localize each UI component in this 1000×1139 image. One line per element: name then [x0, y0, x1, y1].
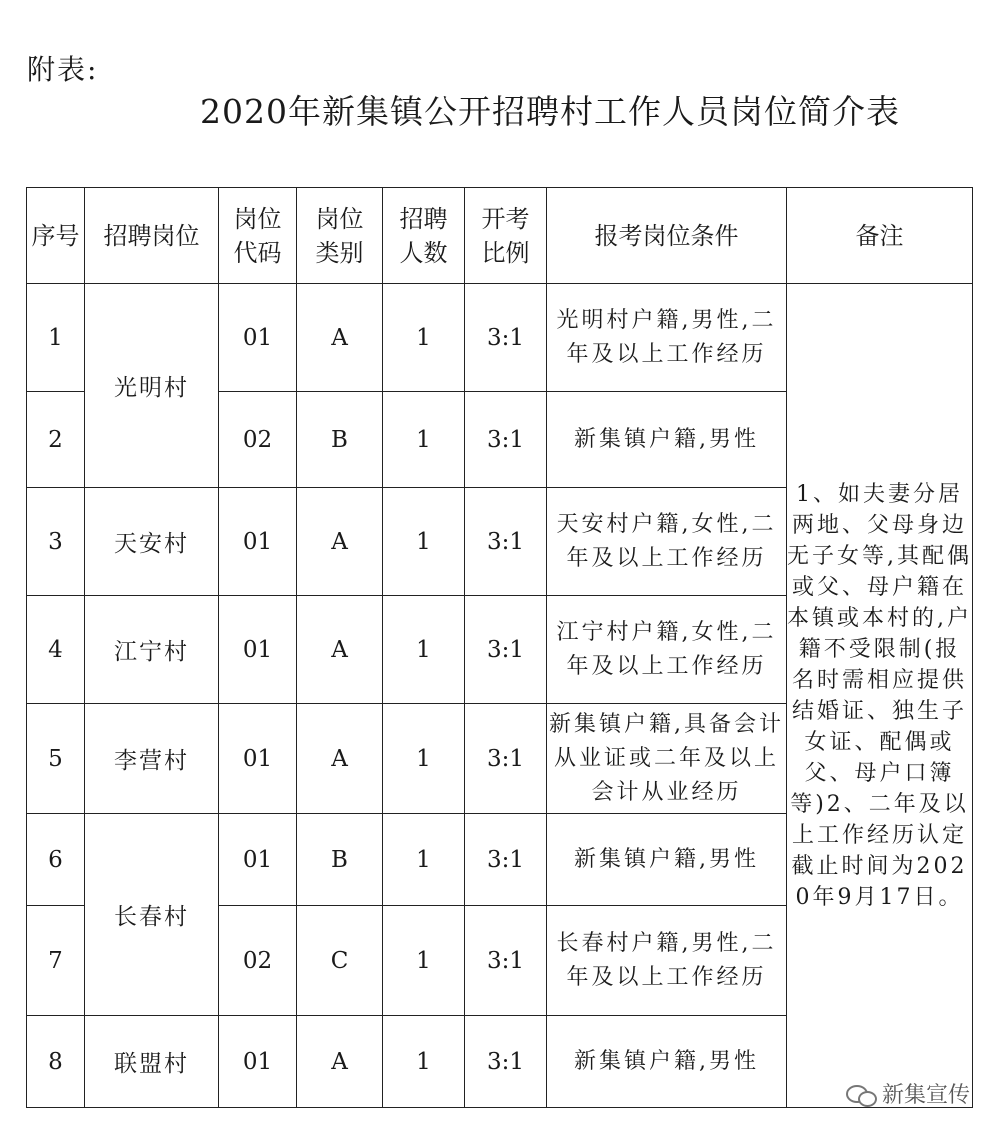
positions-table [26, 187, 973, 1108]
row-no: 4 [27, 596, 85, 704]
row-condition: 光明村户籍,男性,二年及以上工作经历 [547, 284, 787, 392]
col-header-code: 岗位代码 [219, 188, 297, 284]
attachment-label: 附表: [27, 53, 99, 86]
row-count: 1 [383, 284, 465, 392]
row-ratio: 3:1 [465, 814, 547, 906]
row-condition: 长春村户籍,男性,二年及以上工作经历 [547, 906, 787, 1016]
row-count: 1 [383, 488, 465, 596]
row-code: 01 [219, 596, 297, 704]
row-condition: 新集镇户籍,具备会计从业证或二年及以上会计从业经历 [547, 704, 787, 814]
row-ratio: 3:1 [465, 284, 547, 392]
watermark-text: 新集宣传 [881, 1083, 970, 1108]
col-header-category: 岗位类别 [297, 188, 383, 284]
row-condition: 新集镇户籍,男性 [547, 814, 787, 906]
row-count: 1 [383, 1016, 465, 1108]
row-ratio: 3:1 [465, 596, 547, 704]
row-ratio: 3:1 [465, 488, 547, 596]
row-condition: 江宁村户籍,女性,二年及以上工作经历 [547, 596, 787, 704]
col-header-remark: 备注 [787, 188, 973, 284]
row-category: A [297, 1016, 383, 1108]
col-header-position: 招聘岗位 [85, 188, 219, 284]
row-category: A [297, 284, 383, 392]
page-title: 2020年新集镇公开招聘村工作人员岗位简介表 [200, 92, 900, 131]
row-code: 02 [219, 906, 297, 1016]
row-category: C [297, 906, 383, 1016]
row-condition: 天安村户籍,女性,二年及以上工作经历 [547, 488, 787, 596]
row-code: 02 [219, 392, 297, 488]
row-no: 2 [27, 392, 85, 488]
row-no: 5 [27, 704, 85, 814]
row-code: 01 [219, 488, 297, 596]
row-code: 01 [219, 1016, 297, 1108]
col-header-no: 序号 [27, 188, 85, 284]
row-count: 1 [383, 596, 465, 704]
row-no: 3 [27, 488, 85, 596]
row-category: B [297, 392, 383, 488]
col-header-condition: 报考岗位条件 [547, 188, 787, 284]
row-ratio: 3:1 [465, 1016, 547, 1108]
row-no: 8 [27, 1016, 85, 1108]
row-condition: 新集镇户籍,男性 [547, 1016, 787, 1108]
table-row [27, 284, 973, 392]
row-count: 1 [383, 392, 465, 488]
village-cell: 李营村 [85, 704, 219, 814]
row-category: A [297, 488, 383, 596]
watermark [846, 1078, 970, 1109]
row-code: 01 [219, 704, 297, 814]
village-cell: 长春村 [85, 814, 219, 1016]
village-cell: 天安村 [85, 488, 219, 596]
village-cell: 联盟村 [85, 1016, 219, 1108]
row-count: 1 [383, 704, 465, 814]
row-category: A [297, 704, 383, 814]
row-no: 6 [27, 814, 85, 906]
row-count: 1 [383, 906, 465, 1016]
row-code: 01 [219, 284, 297, 392]
row-no: 1 [27, 284, 85, 392]
row-category: B [297, 814, 383, 906]
village-cell: 江宁村 [85, 596, 219, 704]
row-condition: 新集镇户籍,男性 [547, 392, 787, 488]
remark-cell: 1、如夫妻分居两地、父母身边无子女等,其配偶或父、母户籍在本镇或本村的,户籍不受限制(报名时需相应提供结婚证、独生子女证、配偶或父、母户口簿等)2、二年及以上工作经历认定截止时间为2020年9月17日。 [787, 284, 973, 1108]
col-header-count: 招聘人数 [383, 188, 465, 284]
row-code: 01 [219, 814, 297, 906]
village-cell: 光明村 [85, 284, 219, 488]
row-no: 7 [27, 906, 85, 1016]
row-category: A [297, 596, 383, 704]
row-count: 1 [383, 814, 465, 906]
col-header-ratio: 开考比例 [465, 188, 547, 284]
header-row [27, 188, 973, 284]
row-ratio: 3:1 [465, 392, 547, 488]
row-ratio: 3:1 [465, 704, 547, 814]
row-ratio: 3:1 [465, 906, 547, 1016]
wechat-icon [846, 1083, 876, 1105]
